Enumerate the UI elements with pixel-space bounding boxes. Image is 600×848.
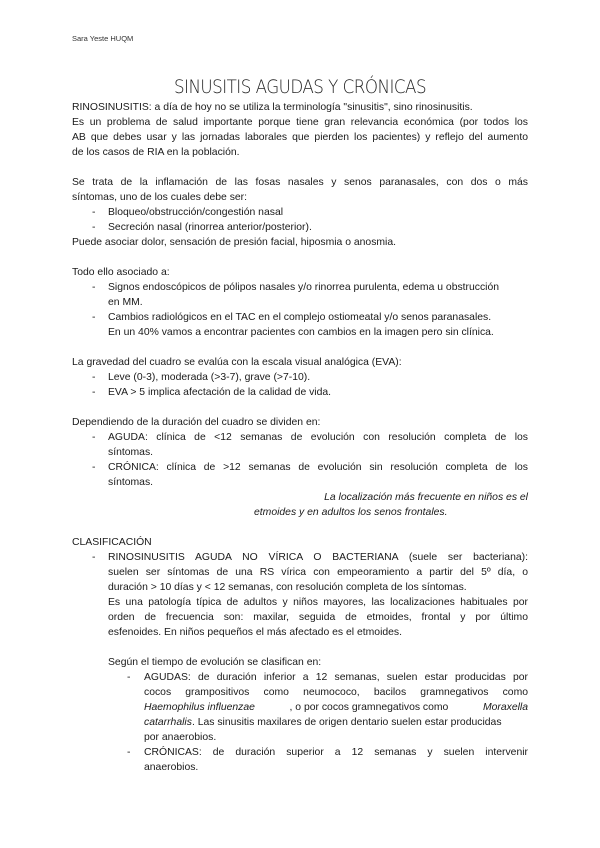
paragraph-line: orden de frecuencia son: maxilar, seguida de etmoides, frontal y por último <box>108 612 528 623</box>
bullet-dash: - <box>92 432 96 443</box>
bullet-dash: - <box>92 207 96 218</box>
side-note: etmoides y en adultos los senos frontales. <box>254 507 448 518</box>
list-item: Bloqueo/obstrucción/congestión nasal <box>108 207 284 218</box>
paragraph-line: esfenoides. En niños pequeños el más afectado es el etmoides. <box>108 627 403 638</box>
list-item: Secreción nasal (rinorrea anterior/posterior). <box>108 222 312 233</box>
bullet-dash: - <box>127 672 131 683</box>
sub-list-text: . Las sinusitis maxilares de origen dentario suelen estar producidas <box>191 717 502 728</box>
sub-list-item-continuation: por anaerobios. <box>144 732 217 743</box>
list-item: RINOSINUSITIS AGUDA NO VÍRICA O BACTERIANA (suele ser bacteriana): <box>108 552 528 563</box>
paragraph-line: Es una patología típica de adultos y niños mayores, las localizaciones habituales por <box>108 597 528 608</box>
sub-list-item: CRÓNICAS: de duración superior a 12 semanas y suelen intervenir <box>144 747 528 758</box>
side-note: La localización más frecuente en niños es el <box>324 492 528 503</box>
associated-heading: Todo ello asociado a: <box>72 267 170 278</box>
list-item: AGUDA: clínica de <12 semanas de evolución con resolución completa de los <box>108 432 528 443</box>
document-header-author: Sara Yeste HUQM <box>72 34 134 43</box>
species-name: Haemophilus influenzae <box>144 702 255 713</box>
list-item: CRÓNICA: clínica de >12 semanas de evolución sin resolución completa de los <box>108 462 528 473</box>
intro-line: AB que debes usar y las jornadas laborales que pierden los pacientes) y reflejo del aumento <box>72 132 528 143</box>
sub-list-item-continuation: cocos grampositivos como neumococo, bacilos gramnegativos como <box>144 687 528 698</box>
list-item-continuation: duración > 10 días y < 12 semanas, con resolución completa de los síntomas. <box>108 582 467 593</box>
sub-list-item: AGUDAS: de duración inferior a 12 semanas, suelen estar producidas por <box>144 672 528 683</box>
duration-heading: Dependiendo de la duración del cuadro se dividen en: <box>72 417 321 428</box>
intro-line: RINOSINUSITIS: a día de hoy no se utiliza la terminología "sinusitis", sino rinosinusitis. <box>72 102 473 113</box>
bullet-dash: - <box>92 222 96 233</box>
species-name: catarrhalis <box>144 717 192 728</box>
bullet-dash: - <box>92 282 96 293</box>
definition-line: Puede asociar dolor, sensación de presión facial, hiposmia o anosmia. <box>72 237 397 248</box>
sub-list-item-continuation <box>144 716 502 731</box>
list-item-continuation: síntomas. <box>108 477 154 488</box>
list-item-continuation: síntomas. <box>108 447 154 458</box>
bullet-dash: - <box>92 552 96 563</box>
intro-line: Es un problema de salud importante porque tiene gran relevancia económica (por todos los <box>72 117 528 128</box>
definition-line: síntomas, uno de los cuales debe ser: <box>72 192 248 203</box>
list-item: Cambios radiológicos en el TAC en el complejo ostiomeatal y/o senos paranasales. <box>108 312 492 323</box>
list-item-continuation: suelen ser síntomas de una RS vírica con empeoramiento a partir del 5º día, o <box>108 567 528 578</box>
list-item-continuation: en MM. <box>108 297 143 308</box>
definition-line: Se trata de la inflamación de las fosas nasales y senos paranasales, con dos o más <box>72 177 528 188</box>
section-heading: CLASIFICACIÓN <box>72 537 152 548</box>
bullet-dash: - <box>127 747 131 758</box>
sub-list-text: , o por cocos gramnegativos como <box>289 702 449 713</box>
bullet-dash: - <box>92 387 96 398</box>
bullet-dash: - <box>92 462 96 473</box>
intro-line: de los casos de RIA en la población. <box>72 147 240 158</box>
species-name: Moraxella <box>482 702 528 713</box>
severity-heading: La gravedad del cuadro se evalúa con la escala visual analógica (EVA): <box>72 357 402 368</box>
paragraph-line: Según el tiempo de evolución se clasifican en: <box>108 657 322 668</box>
page-title: SINUSITIS AGUDAS Y CRÓNICAS <box>173 76 427 98</box>
sub-list-item-continuation: anaerobios. <box>144 762 199 773</box>
sub-list-item-continuation <box>144 701 528 716</box>
list-item-continuation: En un 40% vamos a encontrar pacientes con cambios en la imagen pero sin clínica. <box>108 327 494 338</box>
list-item: Signos endoscópicos de pólipos nasales y/o rinorrea purulenta, edema u obstrucción <box>108 282 500 293</box>
bullet-dash: - <box>92 312 96 323</box>
list-item: EVA > 5 implica afectación de la calidad de vida. <box>108 387 332 398</box>
list-item: Leve (0-3), moderada (>3-7), grave (>7-10). <box>108 372 311 383</box>
bullet-dash: - <box>92 372 96 383</box>
